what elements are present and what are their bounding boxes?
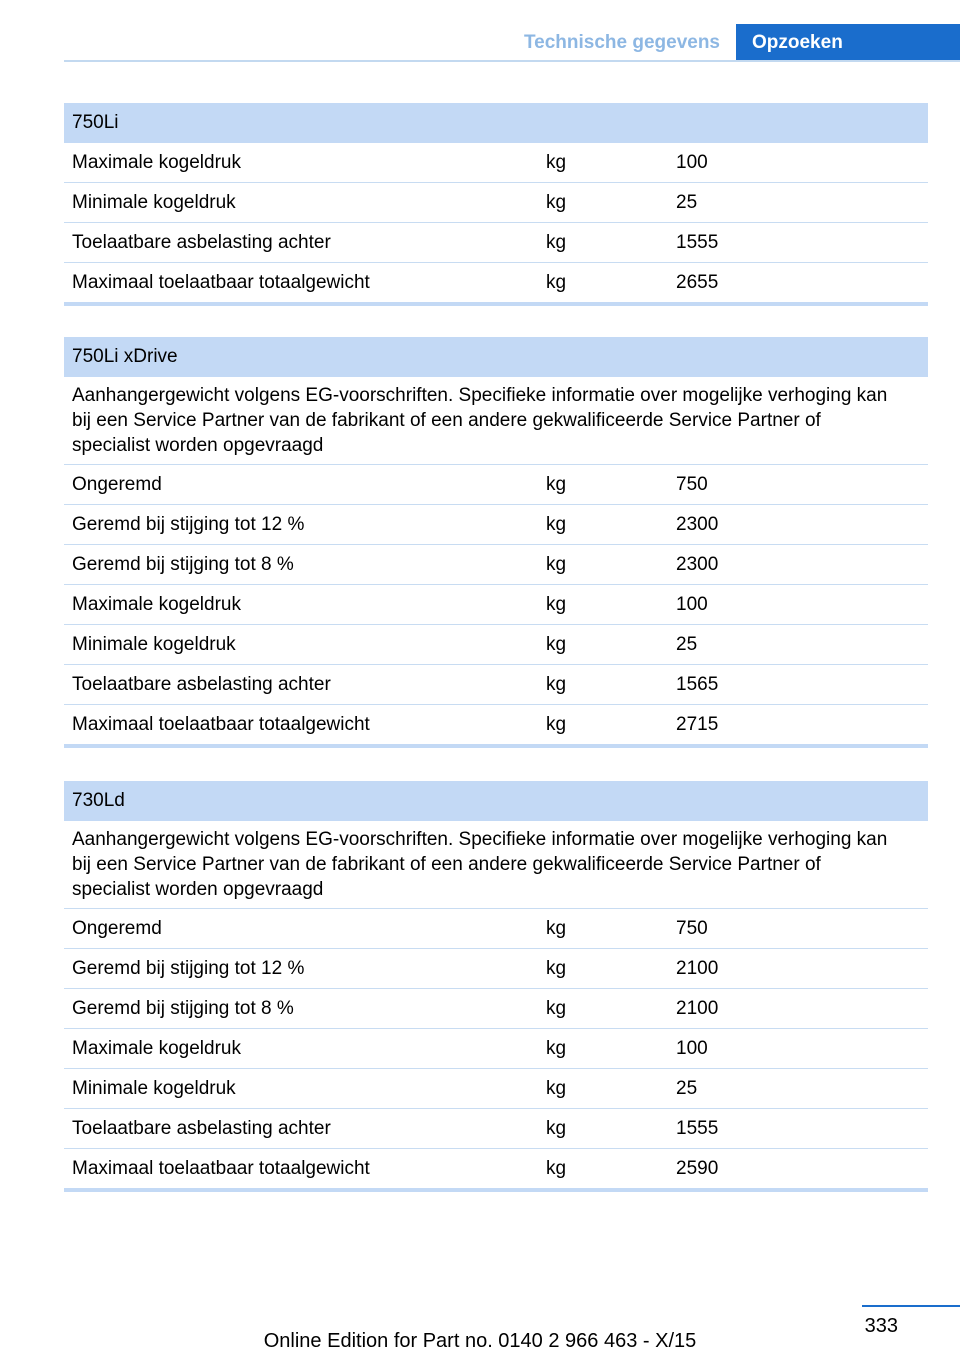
- table-row: [64, 545, 928, 585]
- row-unit: kg: [546, 1158, 567, 1179]
- row-value: 100: [676, 1038, 708, 1059]
- page-number: 333: [864, 1315, 898, 1337]
- table-row: [64, 1149, 928, 1192]
- row-label: Geremd bij stijging tot 12 %: [72, 514, 305, 535]
- table-title: 750Li xDrive: [64, 337, 928, 377]
- active-tab[interactable]: Opzoeken: [736, 24, 960, 62]
- spec-table-750li: [64, 103, 928, 306]
- row-value: 25: [676, 192, 698, 213]
- row-unit: kg: [546, 1078, 567, 1099]
- row-value: 25: [676, 634, 698, 655]
- row-unit: kg: [546, 674, 567, 695]
- table-row: [64, 705, 928, 748]
- table-body: [64, 143, 928, 306]
- table-body: [64, 465, 928, 748]
- row-unit: kg: [546, 634, 567, 655]
- spec-table-750li-xdrive: [64, 337, 928, 748]
- row-value: 750: [676, 918, 708, 939]
- row-label: Maximale kogeldruk: [72, 1038, 241, 1059]
- row-unit: kg: [546, 998, 567, 1019]
- table-title: 730Ld: [64, 781, 928, 821]
- row-unit: kg: [546, 152, 567, 173]
- table-note: Aanhangergewicht volgens EG-voorschriften. Specifieke informatie over mogelijke verhoging kan bij een Service Partner van de fabrikant of een andere gekwalificeerde Service Partner of specialist worden opgevraagd: [64, 821, 928, 909]
- row-label: Toelaatbare asbelasting achter: [72, 674, 331, 695]
- row-label: Maximaal toelaatbaar totaalgewicht: [72, 1158, 370, 1179]
- section-tab[interactable]: Technische gegevens: [523, 32, 720, 53]
- row-unit: kg: [546, 272, 567, 293]
- table-row: [64, 465, 928, 505]
- row-label: Maximale kogeldruk: [72, 152, 241, 173]
- table-row: [64, 183, 928, 223]
- row-label: Maximaal toelaatbaar totaalgewicht: [72, 714, 370, 735]
- table-row: [64, 263, 928, 306]
- edition-footer: Online Edition for Part no. 0140 2 966 463 - X/15: [263, 1330, 697, 1352]
- row-value: 2300: [676, 514, 719, 535]
- table-title: 750Li: [64, 103, 928, 143]
- header-divider: [64, 60, 960, 62]
- table-note: Aanhangergewicht volgens EG-voorschriften. Specifieke informatie over mogelijke verhoging kan bij een Service Partner van de fabrikant of een andere gekwalificeerde Service Partner of specialist worden opgevraagd: [64, 377, 928, 465]
- row-label: Geremd bij stijging tot 12 %: [72, 958, 305, 979]
- row-label: Geremd bij stijging tot 8 %: [72, 998, 294, 1019]
- table-row: [64, 143, 928, 183]
- row-value: 2655: [676, 272, 719, 293]
- row-unit: kg: [546, 514, 567, 535]
- row-unit: kg: [546, 594, 567, 615]
- row-label: Maximaal toelaatbaar totaalgewicht: [72, 272, 370, 293]
- table-row: [64, 665, 928, 705]
- row-unit: kg: [546, 918, 567, 939]
- table-body: [64, 909, 928, 1192]
- table-row: [64, 223, 928, 263]
- row-value: 2100: [676, 998, 719, 1019]
- page-number-rule: [862, 1305, 960, 1307]
- row-label: Minimale kogeldruk: [72, 1078, 236, 1099]
- table-row: [64, 505, 928, 545]
- row-unit: kg: [546, 192, 567, 213]
- row-value: 100: [676, 594, 708, 615]
- row-unit: kg: [546, 554, 567, 575]
- row-unit: kg: [546, 232, 567, 253]
- table-row: [64, 909, 928, 949]
- row-label: Ongeremd: [72, 918, 162, 939]
- table-row: [64, 949, 928, 989]
- table-row: [64, 1069, 928, 1109]
- row-value: 1565: [676, 674, 719, 695]
- row-value: 2715: [676, 714, 719, 735]
- row-unit: kg: [546, 1038, 567, 1059]
- row-unit: kg: [546, 958, 567, 979]
- row-value: 25: [676, 1078, 698, 1099]
- row-unit: kg: [546, 714, 567, 735]
- row-value: 100: [676, 152, 708, 173]
- row-label: Geremd bij stijging tot 8 %: [72, 554, 294, 575]
- table-row: [64, 1109, 928, 1149]
- row-label: Ongeremd: [72, 474, 162, 495]
- row-label: Minimale kogeldruk: [72, 634, 236, 655]
- table-row: [64, 989, 928, 1029]
- table-row: [64, 1029, 928, 1069]
- row-value: 750: [676, 474, 708, 495]
- row-value: 1555: [676, 232, 719, 253]
- row-label: Toelaatbare asbelasting achter: [72, 1118, 331, 1139]
- spec-table-730ld: [64, 781, 928, 1192]
- page-header: [64, 24, 960, 62]
- row-value: 2300: [676, 554, 719, 575]
- table-row: [64, 625, 928, 665]
- row-value: 2100: [676, 958, 719, 979]
- row-unit: kg: [546, 474, 567, 495]
- row-label: Minimale kogeldruk: [72, 192, 236, 213]
- row-value: 1555: [676, 1118, 719, 1139]
- row-value: 2590: [676, 1158, 719, 1179]
- row-label: Maximale kogeldruk: [72, 594, 241, 615]
- row-unit: kg: [546, 1118, 567, 1139]
- table-row: [64, 585, 928, 625]
- row-label: Toelaatbare asbelasting achter: [72, 232, 331, 253]
